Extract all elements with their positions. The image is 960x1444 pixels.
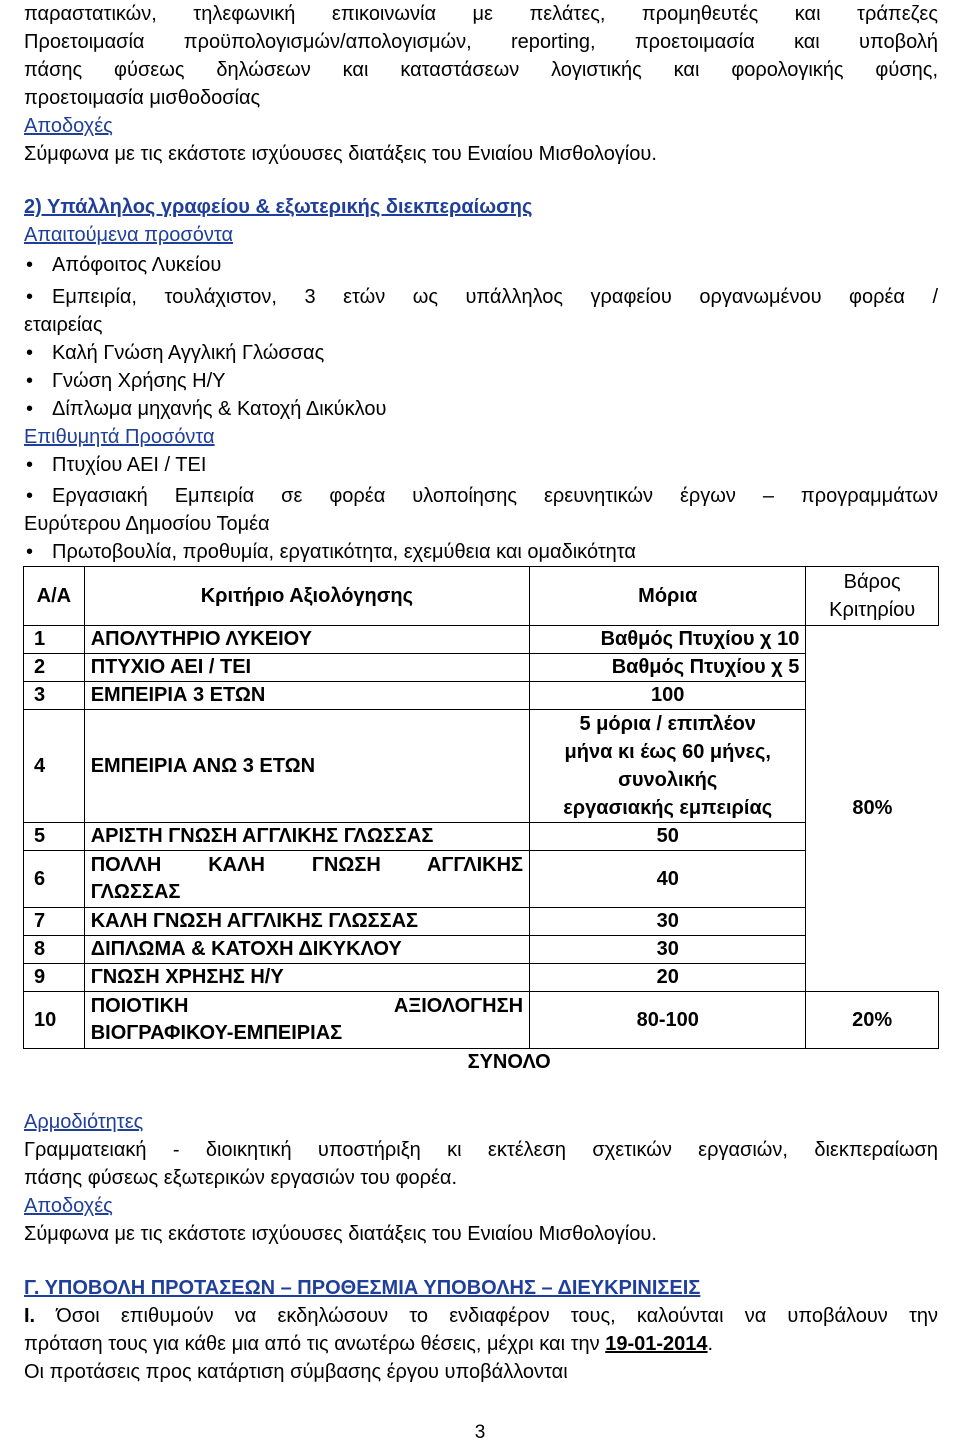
row-criterion: ΑΠΟΛΥΤΗΡΙΟ ΛΥΚΕΙΟΥ xyxy=(84,626,529,654)
section-heading: Γ. ΥΠΟΒΟΛΗ ΠΡΟΤΑΣΕΩΝ – ΠΡΟΘΕΣΜΙΑ ΥΠΟΒΟΛΗΣ – ΔΙΕΥΚΡΙΝΙΣΕΙΣ xyxy=(24,1277,701,1299)
row-criterion-line: ΓΛΩΣΣΑΣ xyxy=(90,881,181,903)
row-points: 30 xyxy=(530,936,806,964)
header-weight-line: Βάρος xyxy=(843,571,901,593)
sub-text: Όσοι επιθυμούν να εκδηλώσουν το ενδιαφέρον τους, καλούνται να υποβάλουν την xyxy=(56,1305,938,1327)
duties-heading: Αρμοδιότητες xyxy=(24,1111,144,1133)
row-num: 6 xyxy=(24,851,85,908)
header-points: Μόρια xyxy=(530,567,806,626)
table-row xyxy=(24,851,939,908)
row-points: Βαθμός Πτυχίου χ 5 xyxy=(530,654,806,682)
header-weight-line: Κριτηρίου xyxy=(829,599,916,621)
row-num: 8 xyxy=(24,936,85,964)
row-points-line: 5 μόρια / επιπλέον xyxy=(579,713,756,735)
row-criterion: ΠΤΥΧΙΟ ΑΕΙ / ΤΕΙ xyxy=(84,654,529,682)
table-row xyxy=(24,654,939,682)
table-row xyxy=(24,823,939,851)
row-criterion-line: ΠΟΙΟΤΙΚΗ ΑΞΙΟΛΟΓΗΣΗ xyxy=(90,995,524,1017)
row-points: 100 xyxy=(530,682,806,710)
header-num: Α/Α xyxy=(24,567,85,626)
position-section xyxy=(24,193,938,566)
row-num: 7 xyxy=(24,908,85,936)
row-points: 80-100 xyxy=(530,992,806,1049)
table-total-row xyxy=(24,1049,939,1077)
intro-line: πάσης φύσεως δηλώσεων και καταστάσεων λογιστικής και φορολογικής φύσης, xyxy=(24,59,938,81)
header-criterion: Κριτήριο Αξιολόγησης xyxy=(84,567,529,626)
row-points: 50 xyxy=(530,823,806,851)
row-num: 5 xyxy=(24,823,85,851)
desired-heading: Επιθυμητά Προσόντα xyxy=(24,426,215,448)
header-weight xyxy=(806,567,939,626)
table-row xyxy=(24,626,939,654)
row-points-line: μήνα κι έως 60 μήνες, xyxy=(564,741,771,763)
pay-heading: Αποδοχές xyxy=(24,1195,113,1217)
page-number: 3 xyxy=(474,1422,486,1443)
row-num: 1 xyxy=(24,626,85,654)
submission-line xyxy=(24,1330,938,1358)
sub-label: Ι. xyxy=(24,1305,36,1327)
required-item: • Απόφοιτος Λυκείου xyxy=(24,251,938,279)
row-criterion: ΕΜΠΕΙΡΙΑ ΑΝΩ 3 ΕΤΩΝ xyxy=(84,710,529,823)
row-num: 10 xyxy=(24,992,85,1049)
row-criterion-line: ΒΙΟΓΡΑΦΙΚΟΥ-ΕΜΠΕΙΡΙΑΣ xyxy=(90,1022,343,1044)
row-num: 4 xyxy=(24,710,85,823)
table-row xyxy=(24,964,939,992)
row-num: 3 xyxy=(24,682,85,710)
submission-line xyxy=(24,1302,938,1330)
desired-item: • Πτυχίου ΑΕΙ / ΤΕΙ xyxy=(24,451,938,479)
pay-text: Σύμφωνα με τις εκάστοτε ισχύουσες διατάξεις του Ενιαίου Μισθολογίου. xyxy=(24,143,657,165)
position-title: 2) Υπάλληλος γραφείου & εξωτερικής διεκπεραίωσης xyxy=(24,196,533,218)
table-row xyxy=(24,992,939,1049)
total-label: ΣΥΝΟΛΟ xyxy=(467,1051,551,1073)
table-header-row xyxy=(24,567,939,626)
intro-line: Προετοιμασία προϋπολογισμών/απολογισμών, reporting, προετοιμασία και υποβολή xyxy=(24,31,938,53)
sub-text: πρόταση τους για κάθε μια από τις ανωτέρω θέσεις, μέχρι και την xyxy=(24,1333,606,1355)
row-points xyxy=(530,710,806,823)
desired-item: • Εργασιακή Εμπειρία σε φορέα υλοποίησης ερευνητικών έργων – προγραμμάτων xyxy=(24,482,938,510)
row-points-line: εργασιακής εμπειρίας xyxy=(563,797,773,819)
row-points: 40 xyxy=(530,851,806,908)
total-cell xyxy=(467,1049,939,1077)
table-row xyxy=(24,936,939,964)
row-points: 20 xyxy=(530,964,806,992)
row-points-line: συνολικής xyxy=(618,769,718,791)
row-criterion: ΓΝΩΣΗ ΧΡΗΣΗΣ Η/Υ xyxy=(84,964,529,992)
duties-line: πάσης φύσεως εξωτερικών εργασιών του φορέα. xyxy=(24,1167,458,1189)
row-criterion: ΑΡΙΣΤΗ ΓΝΩΣΗ ΑΓΓΛΙΚΗΣ ΓΛΩΣΣΑΣ xyxy=(84,823,529,851)
table-row xyxy=(24,682,939,710)
required-item-cont: εταιρείας xyxy=(24,314,103,336)
duties-section xyxy=(24,1108,938,1248)
pay-heading: Αποδοχές xyxy=(24,115,113,137)
pay-text: Σύμφωνα με τις εκάστοτε ισχύουσες διατάξεις του Ενιαίου Μισθολογίου. xyxy=(24,1223,657,1245)
intro-line: παραστατικών, τηλεφωνική επικοινωνία με πελάτες, προμηθευτές και τράπεζες xyxy=(24,3,938,25)
row-criterion: ΔΙΠΛΩΜΑ & ΚΑΤΟΧΗ ΔΙΚΥΚΛΟΥ xyxy=(84,936,529,964)
row-criterion xyxy=(84,992,529,1049)
criteria-table xyxy=(23,566,939,1076)
submission-section xyxy=(24,1274,938,1386)
required-item: • Δίπλωμα μηχανής & Κατοχή Δικύκλου xyxy=(24,395,938,423)
total-spacer xyxy=(24,1049,530,1077)
desired-item: • Πρωτοβουλία, προθυμία, εργατικότητα, εχεμύθεια και ομαδικότητα xyxy=(24,538,938,566)
row-criterion: ΕΜΠΕΙΡΙΑ 3 ΕΤΩΝ xyxy=(84,682,529,710)
row-criterion xyxy=(84,851,529,908)
row-points: Βαθμός Πτυχίου χ 10 xyxy=(530,626,806,654)
sub-text: . xyxy=(707,1333,714,1355)
intro-line: προετοιμασία μισθοδοσίας xyxy=(24,87,261,109)
row-criterion-line: ΠΟΛΛΗ ΚΑΛΗ ΓΝΩΣΗ ΑΓΓΛΙΚΗΣ xyxy=(90,854,524,876)
desired-item-cont: Ευρύτερου Δημοσίου Τομέα xyxy=(24,513,270,535)
row-num: 9 xyxy=(24,964,85,992)
required-item: • Γνώση Χρήσης Η/Υ xyxy=(24,367,938,395)
row-criterion: ΚΑΛΗ ΓΝΩΣΗ ΑΓΓΛΙΚΗΣ ΓΛΩΣΣΑΣ xyxy=(84,908,529,936)
weight-cell: 20% xyxy=(806,992,939,1049)
row-num: 2 xyxy=(24,654,85,682)
required-item: • Εμπειρία, τουλάχιστον, 3 ετών ως υπάλληλος γραφείου οργανωμένου φορέα / xyxy=(24,283,938,311)
duties-line: Γραμματειακή - διοικητική υποστήριξη κι εκτέλεση σχετικών εργασιών, διεκπεραίωση xyxy=(24,1139,938,1161)
row-points: 30 xyxy=(530,908,806,936)
weight-cell: 80% xyxy=(806,626,939,992)
table-row xyxy=(24,710,939,823)
required-item: • Καλή Γνώση Αγγλική Γλώσσας xyxy=(24,339,938,367)
submission-line: Οι προτάσεις προς κατάρτιση σύμβασης έργου υποβάλλονται xyxy=(24,1361,568,1383)
intro-paragraph xyxy=(24,0,938,168)
deadline-date: 19-01-2014 xyxy=(605,1333,708,1355)
table-row xyxy=(24,908,939,936)
required-heading: Απαιτούμενα προσόντα xyxy=(24,224,234,246)
